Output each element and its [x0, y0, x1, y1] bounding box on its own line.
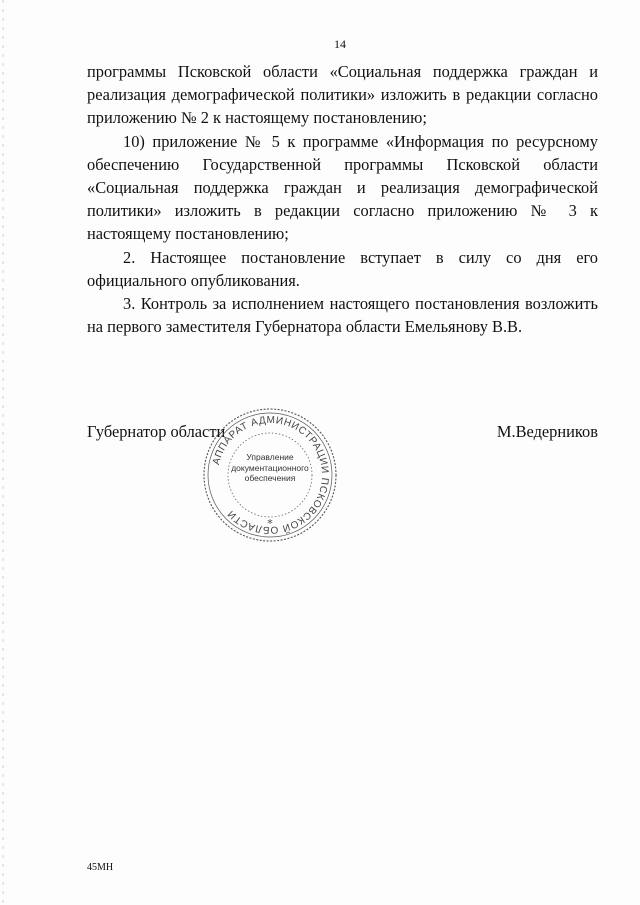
stamp-star: * [267, 517, 273, 530]
footer-document-code: 45МН [87, 862, 114, 873]
stamp-center-line: документационного [231, 462, 309, 473]
stamp-center-line: Управление [246, 452, 294, 462]
stamp-center-line: обеспечения [244, 473, 296, 483]
document-body [87, 60, 598, 338]
stamp-ring-text: АППАРАТ АДМИНИСТРАЦИИ ПСКОВСКОЙ ОБЛАСТИ [211, 414, 331, 536]
paragraph-item-3: 3. Контроль за исполнением настоящего постановления возложить на первого заместителя Губернатора области Емельянову В.В. [87, 294, 598, 337]
paragraph-item-2: 2. Настоящее постановление вступает в силу со дня его официального опубликования. [87, 247, 598, 290]
stamp-center-text [216, 452, 324, 484]
scan-edge-artifact [2, 0, 4, 905]
paragraph-continuation: программы Псковской области «Социальная поддержка граждан и реализация демографической политики» изложить в редакции согласно приложению № 2 к настоящему постановлению; [87, 62, 598, 128]
signer-name: М.Ведерников [496, 422, 598, 441]
page-number: 14 [334, 37, 346, 51]
paragraph-item-10: 10) приложение № 5 к программе «Информация по ресурсному обеспечению Государственной программы Псковской области «Социальная поддержка граждан и реализация демографической политики» изложить в редакции согласно приложению № 3 к настоящему постановлению; [87, 131, 598, 244]
signer-position: Губернатор области [87, 422, 226, 441]
